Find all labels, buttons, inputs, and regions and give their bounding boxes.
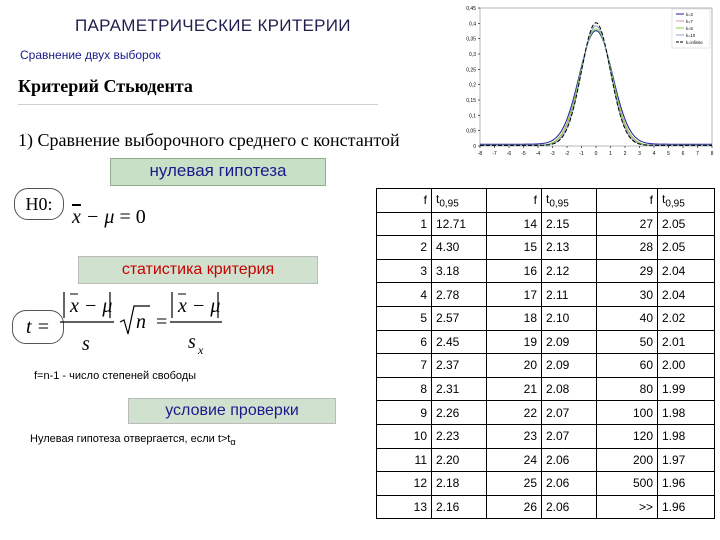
col-header-t: [432, 189, 487, 213]
table-row: [377, 401, 715, 425]
col-header-f: f: [487, 189, 542, 213]
cell-t: 12.71: [432, 212, 487, 236]
cell-f: 5: [377, 306, 432, 330]
cell-t: 2.00: [658, 354, 715, 378]
svg-text:s: s: [188, 331, 196, 353]
legend-label: k=7: [686, 19, 693, 24]
cell-f: 25: [487, 472, 542, 496]
cell-f: 2: [377, 236, 432, 260]
null-hypothesis-label: нулевая гипотеза: [110, 158, 326, 186]
cell-t: 2.09: [542, 330, 597, 354]
col-header-t-text: t: [662, 191, 666, 206]
col-header-t-sub: 0,95: [439, 197, 459, 209]
cell-f: 22: [487, 401, 542, 425]
svg-text:n: n: [136, 311, 146, 333]
table-row: [377, 212, 715, 236]
cell-f: 19: [487, 330, 542, 354]
cell-f: 500: [597, 472, 658, 496]
cell-f: 13: [377, 495, 432, 519]
legend-label: k=3: [686, 12, 693, 17]
x-tick-label: -6: [506, 151, 512, 157]
cell-t: 2.07: [542, 401, 597, 425]
cell-f: 28: [597, 236, 658, 260]
y-tick-label: 0,05: [466, 128, 476, 135]
section-heading: Критерий Стьюдента: [18, 76, 193, 96]
cell-f: 80: [597, 377, 658, 401]
y-tick-label: 0,15: [466, 98, 476, 104]
cell-f: 30: [597, 283, 658, 307]
x-tick-label: 5: [667, 151, 670, 157]
x-tick-label: -1: [579, 151, 584, 157]
list-item-1: 1) Сравнение выборочного среднего с константой: [18, 130, 400, 150]
y-tick-label: 0,3: [469, 52, 476, 58]
cell-f: 17: [487, 283, 542, 307]
legend-label: k=5: [686, 26, 693, 31]
col-header-f: f: [377, 189, 432, 213]
x-tick-label: 6: [681, 151, 685, 157]
cell-t: 2.08: [542, 377, 597, 401]
x-tick-label: -7: [492, 151, 497, 157]
table-row: [377, 424, 715, 448]
col-header-t-sub: 0,95: [549, 197, 569, 209]
cell-f: 4: [377, 283, 432, 307]
x-tick-label: 0: [594, 151, 598, 157]
cell-t: 1.96: [658, 472, 715, 496]
cell-f: 40: [597, 306, 658, 330]
t-formula-lhs: t =: [12, 310, 64, 344]
t-distribution-chart: [454, 0, 718, 160]
x-tick-label: 3: [638, 151, 641, 157]
table-row: [377, 495, 715, 519]
cell-f: 1: [377, 212, 432, 236]
cell-f: 29: [597, 259, 658, 283]
cell-t: 3.18: [432, 259, 487, 283]
svg-text:x − μ: x − μ: [178, 295, 221, 317]
col-header-t: [658, 189, 715, 213]
cell-f: 8: [377, 377, 432, 401]
y-tick-label: 0,35: [466, 36, 476, 43]
cell-t: 1.97: [658, 448, 715, 472]
cell-t: 2.04: [658, 259, 715, 283]
col-header-t-text: t: [436, 191, 440, 206]
x-tick-label: -8: [477, 151, 483, 157]
x-tick-label: -4: [535, 151, 541, 157]
col-header-t: [542, 189, 597, 213]
col-header-t-text: t: [546, 191, 550, 206]
cell-t: 4.30: [432, 236, 487, 260]
cell-f: 120: [597, 424, 658, 448]
rejection-rule: [30, 433, 236, 447]
table-row: [377, 472, 715, 496]
h0-label: H0:: [14, 188, 64, 220]
cell-t: 2.09: [542, 354, 597, 378]
cell-f: 11: [377, 448, 432, 472]
cell-t: 2.16: [432, 495, 487, 519]
h0-formula-rhs: = 0: [119, 206, 146, 228]
cell-t: 2.13: [542, 236, 597, 260]
cell-t: 2.23: [432, 424, 487, 448]
cell-f: 200: [597, 448, 658, 472]
cell-t: 2.10: [542, 306, 597, 330]
cell-f: 18: [487, 306, 542, 330]
legend-label: k=infinite: [686, 40, 703, 45]
rejection-rule-text: Нулевая гипотеза отвергается, если t>t: [30, 433, 231, 445]
cell-t: 2.45: [432, 330, 487, 354]
cell-f: 3: [377, 259, 432, 283]
cell-t: 2.01: [658, 330, 715, 354]
cell-t: 1.98: [658, 424, 715, 448]
condition-label: условие проверки: [128, 398, 336, 424]
rejection-rule-sub: α: [230, 437, 236, 448]
cell-t: 2.11: [542, 283, 597, 307]
cell-t: 2.78: [432, 283, 487, 307]
cell-t: 2.18: [432, 472, 487, 496]
h0-formula: $\overline{x} - \mu = 0$: [72, 206, 146, 228]
table-row: [377, 283, 715, 307]
degrees-of-freedom-note: f=n-1 - число степеней свободы: [34, 370, 197, 382]
cell-f: 60: [597, 354, 658, 378]
cell-t: 2.37: [432, 354, 487, 378]
table-row: [377, 259, 715, 283]
x-tick-label: 4: [652, 151, 656, 157]
x-tick-label: 8: [710, 151, 714, 157]
table-row: [377, 354, 715, 378]
legend-label: k=10: [686, 33, 696, 38]
t-critical-table: [376, 188, 715, 519]
table-row: [377, 236, 715, 260]
y-tick-label: 0,45: [466, 6, 476, 12]
cell-t: 1.96: [658, 495, 715, 519]
cell-t: 2.06: [542, 472, 597, 496]
col-header-t-sub: 0,95: [665, 197, 685, 209]
cell-t: 2.20: [432, 448, 487, 472]
page-subtitle: Сравнение двух выборок: [20, 48, 161, 62]
cell-t: 2.05: [658, 212, 715, 236]
x-tick-label: 7: [696, 151, 699, 157]
y-tick-label: 0,1: [469, 113, 476, 120]
statistic-label: статистика критерия: [78, 256, 318, 284]
cell-f: 20: [487, 354, 542, 378]
cell-t: 2.06: [542, 448, 597, 472]
cell-t: 2.57: [432, 306, 487, 330]
t-formula: [60, 288, 230, 358]
svg-text:x: x: [198, 343, 204, 357]
cell-f: 14: [487, 212, 542, 236]
svg-text:=: =: [156, 311, 168, 333]
cell-f: 27: [597, 212, 658, 236]
cell-t: 2.31: [432, 377, 487, 401]
cell-t: 2.15: [542, 212, 597, 236]
svg-text:s: s: [82, 333, 90, 355]
svg-text:x − μ: x − μ: [70, 295, 113, 317]
cell-f: 21: [487, 377, 542, 401]
cell-f: 24: [487, 448, 542, 472]
cell-t: 2.12: [542, 259, 597, 283]
table-row: [377, 306, 715, 330]
cell-f: 7: [377, 354, 432, 378]
cell-f: 50: [597, 330, 658, 354]
y-tick-label: 0: [473, 144, 476, 150]
table-row: [377, 330, 715, 354]
col-header-f: f: [597, 189, 658, 213]
cell-f: 100: [597, 401, 658, 425]
cell-f: 6: [377, 330, 432, 354]
cell-t: 2.07: [542, 424, 597, 448]
x-tick-label: -2: [564, 151, 570, 157]
cell-f: 23: [487, 424, 542, 448]
table-header-row: [377, 189, 715, 213]
cell-t: 1.98: [658, 401, 715, 425]
cell-f: 12: [377, 472, 432, 496]
cell-t: 2.26: [432, 401, 487, 425]
table-row: [377, 448, 715, 472]
y-tick-label: 0,4: [469, 21, 476, 28]
x-tick-label: 2: [623, 151, 627, 157]
y-tick-label: 0,25: [466, 67, 476, 74]
cell-t: 2.02: [658, 306, 715, 330]
x-tick-label: -5: [521, 151, 526, 157]
cell-t: 1.99: [658, 377, 715, 401]
cell-f: 15: [487, 236, 542, 260]
cell-f: 10: [377, 424, 432, 448]
cell-f: >>: [597, 495, 658, 519]
x-tick-label: 1: [609, 151, 612, 157]
cell-f: 9: [377, 401, 432, 425]
cell-t: 2.06: [542, 495, 597, 519]
page-title: ПАРАМЕТРИЧЕСКИЕ КРИТЕРИИ: [75, 16, 351, 35]
cell-t: 2.05: [658, 236, 715, 260]
cell-t: 2.04: [658, 283, 715, 307]
divider: [18, 104, 378, 105]
table-row: [377, 377, 715, 401]
y-tick-label: 0,2: [469, 82, 476, 89]
cell-f: 26: [487, 495, 542, 519]
cell-f: 16: [487, 259, 542, 283]
x-tick-label: -3: [550, 151, 555, 157]
